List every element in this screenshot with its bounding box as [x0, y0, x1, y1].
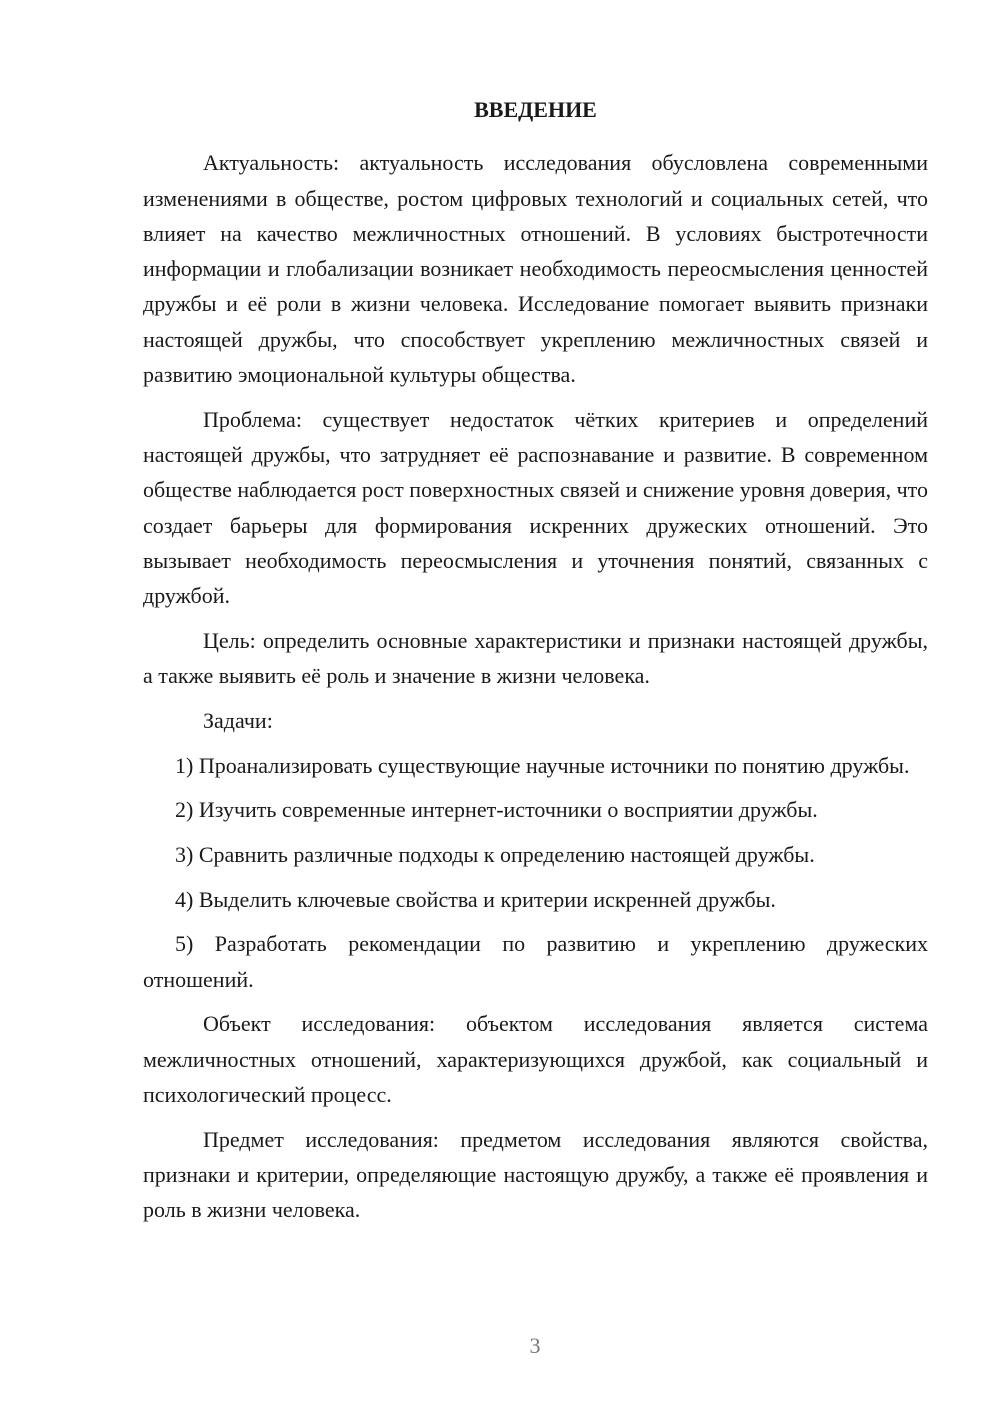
- task-item-5: 5) Разработать рекомендации по развитию и укреплению дружеских отношений.: [143, 931, 928, 992]
- task-item-1: 1) Проанализировать существующие научные источники по понятию дружбы.: [175, 752, 910, 778]
- goal-paragraph: Цель: определить основные характеристики и признаки настоящей дружбы, а также выявить её роль и значение в жизни человека.: [143, 627, 928, 689]
- task-item-3: 3) Сравнить различные подходы к определению настоящей дружбы.: [175, 841, 815, 867]
- page-number: 3: [529, 1333, 541, 1358]
- section-title: ВВЕДЕНИЕ: [474, 97, 597, 122]
- problem-paragraph: Проблема: существует недостаток чётких критериев и определений настоящей дружбы, что затрудняет её распознавание и развитие. В современном обществе наблюдается рост поверхностных связей и снижение уровня доверия, что создает барьеры для формирования искренних дружеских отношений. Это вызывает необходимость переосмысления и уточнения понятий, связанных с дружбой.: [143, 406, 928, 609]
- subject-paragraph: Предмет исследования: предметом исследования являются свойства, признаки и критерии, определяющие настоящую дружбу, а также её проявления и роль в жизни человека.: [143, 1126, 928, 1223]
- object-paragraph: Объект исследования: объектом исследования является система межличностных отношений, характеризующихся дружбой, как социальный и психологический процесс.: [143, 1011, 928, 1107]
- document-page: [143, 92, 928, 1237]
- tasks-heading: Задачи:: [203, 707, 273, 733]
- task-item-2: 2) Изучить современные интернет-источники о восприятии дружбы.: [175, 797, 818, 823]
- task-item-4: 4) Выделить ключевые свойства и критерии искренней дружбы.: [175, 886, 776, 912]
- relevance-paragraph: Актуальность: актуальность исследования обусловлена современными изменениями в обществе, ростом цифровых технологий и социальных сетей, что влияет на качество межличностных отношений. В условиях быстротечности информации и глобализации возникает необходимость переосмысления ценностей дружбы и её роли в жизни человека. Исследование помогает выявить признаки настоящей дружбы, что способствует укреплению межличностных связей и развитию эмоциональной культуры общества.: [143, 150, 928, 388]
